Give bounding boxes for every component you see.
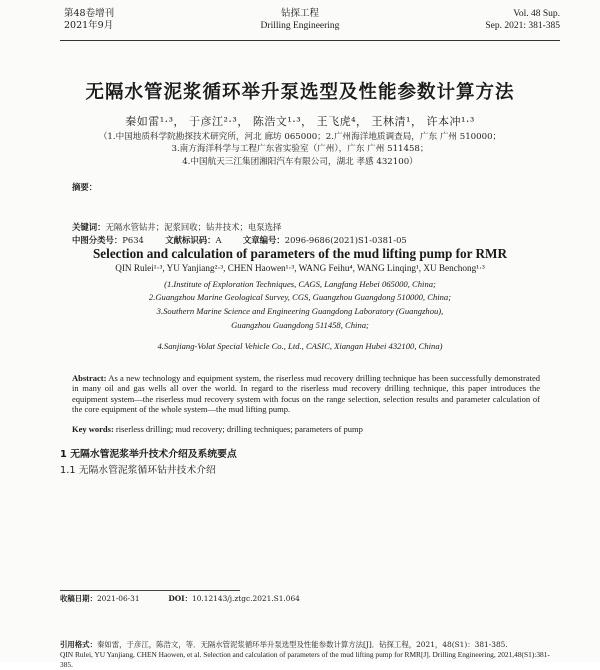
- section-heading: 1 无隔水管泥浆举升技术介绍及系统要点: [60, 449, 237, 460]
- date-cn: 2021年9月: [64, 20, 114, 31]
- affiliation-en-line: 2.Guangzhou Marine Geological Survey, CGS, Guangzhou Guangdong 510000, China;: [148, 292, 452, 302]
- journal-name-cn: 钻探工程: [280, 8, 319, 19]
- volume-cn: 第48卷增刊: [64, 8, 115, 19]
- clc-code: P634: [122, 235, 144, 245]
- citation-note: [60, 640, 560, 670]
- keywords-cn-label: 关键词：: [72, 222, 106, 232]
- header-divider: [60, 40, 560, 41]
- keywords-en-label: Key words:: [72, 424, 114, 434]
- doi-label: DOI：: [168, 594, 193, 603]
- affiliation-en-line: Guangzhou Guangdong 511458, China;: [231, 320, 369, 330]
- footnote-divider: [60, 590, 240, 591]
- doc-code-label: 文献标识码：: [165, 235, 216, 245]
- received-line: [60, 594, 560, 604]
- abstract-en-label: Abstract:: [72, 373, 107, 383]
- citation-en: QIN Rulei, YU Yanjiang, CHEN Haowen, et al. Selection and calculation of parameters of the mud lifting pump for RMR[J]. Drilling Engineering, 2021,48(S1):381-385.: [60, 650, 550, 669]
- affiliation-en-line: 4.Sanjiang-Volat Special Vehicle Co., Ltd., CASIC, Xiangan Hubei 432100, China): [157, 341, 443, 351]
- volume-en: Vol. 48 Sup.: [513, 9, 560, 19]
- affiliation-en-line: (1.Institute of Exploration Techniques, CAGS, Langfang Hebei 065000, China;: [164, 279, 436, 289]
- doc-code: A: [215, 235, 222, 245]
- journal-issue-header: [485, 8, 560, 32]
- abstract-cn: [72, 181, 540, 194]
- affiliation-cn-line: 4.中国航天三江集团湘阳汽车有限公司，湖北 孝感 432100）: [182, 157, 418, 167]
- author-list-en: QIN Rulei¹·³, YU Yanjiang²·³, CHEN Haowen¹·³, WANG Feihu⁴, WANG Linqing¹, XU Benchong¹·³: [115, 263, 485, 273]
- received-date: 2021-06-31: [96, 594, 140, 603]
- affiliation-cn-line: 3.南方海洋科学与工程广东省实验室（广州），广东 广州 511458；: [171, 144, 429, 154]
- keywords-en-text: riserless drilling; mud recovery; drilling techniques; parameters of pump: [115, 424, 363, 434]
- affiliation-cn-line: （1.中国地质科学院勘探技术研究所，河北 廊坊 065000；2.广州海洋地质调查局，广东 广州 510000；: [98, 132, 502, 142]
- journal-name-en: Drilling Engineering: [260, 21, 340, 31]
- keywords-en: [72, 424, 540, 434]
- affiliation-en-line: 3.Southern Marine Science and Engineering Guangdong Laboratory (Guangzhou),: [156, 306, 444, 316]
- abstract-en-text: As a new technology and equipment system, the riserless mud recovery drilling technique has been successfully demonstrated in many oil and gas wells all over the world. In regard to the riserless mud recovery drilling technique, this paper introduces the equipment system—the riserless mud recovery system with focus on the range selection, selection results and parameter calculation of the core equipment of the whole system—the mud lifting pump.: [72, 373, 541, 414]
- page-range: Sep. 2021: 381-385: [485, 21, 560, 31]
- clc-label: 中图分类号：: [72, 235, 123, 245]
- citation-cn: 秦如雷，于彦江，陈浩文，等．无隔水管泥浆循环举升泵选型及性能参数计算方法[J]．钻探工程，2021，48(S1)：381-385.: [96, 640, 508, 649]
- received-label: 收稿日期：: [60, 594, 97, 603]
- subsection-heading: 1.1 无隔水管泥浆循环钻井技术介绍: [60, 465, 216, 476]
- abstract-en: [72, 373, 540, 414]
- doi-value: 10.12143/j.ztgc.2021.S1.064: [192, 594, 300, 603]
- paper-title-en: Selection and calculation of parameters of the mud lifting pump for RMR: [92, 246, 508, 261]
- abstract-cn-label: 摘要：: [72, 182, 98, 192]
- keywords-cn-text: 无隔水管钻井；泥浆回收；钻井技术；电泵选择: [105, 222, 282, 232]
- citation-label: 引用格式：: [60, 640, 97, 649]
- keywords-cn: [72, 221, 540, 234]
- article-no: 2096-9686(2021)S1-0381-05: [284, 235, 407, 245]
- article-no-label: 文章编号：: [242, 235, 285, 245]
- paper-title-cn: 无隔水管泥浆循环举升泵选型及性能参数计算方法: [85, 82, 515, 103]
- author-list-cn: 秦如雷¹·³， 于彦江²·³， 陈浩文¹·³， 王飞虎⁴， 王林清¹， 许本冲¹·³: [125, 115, 475, 128]
